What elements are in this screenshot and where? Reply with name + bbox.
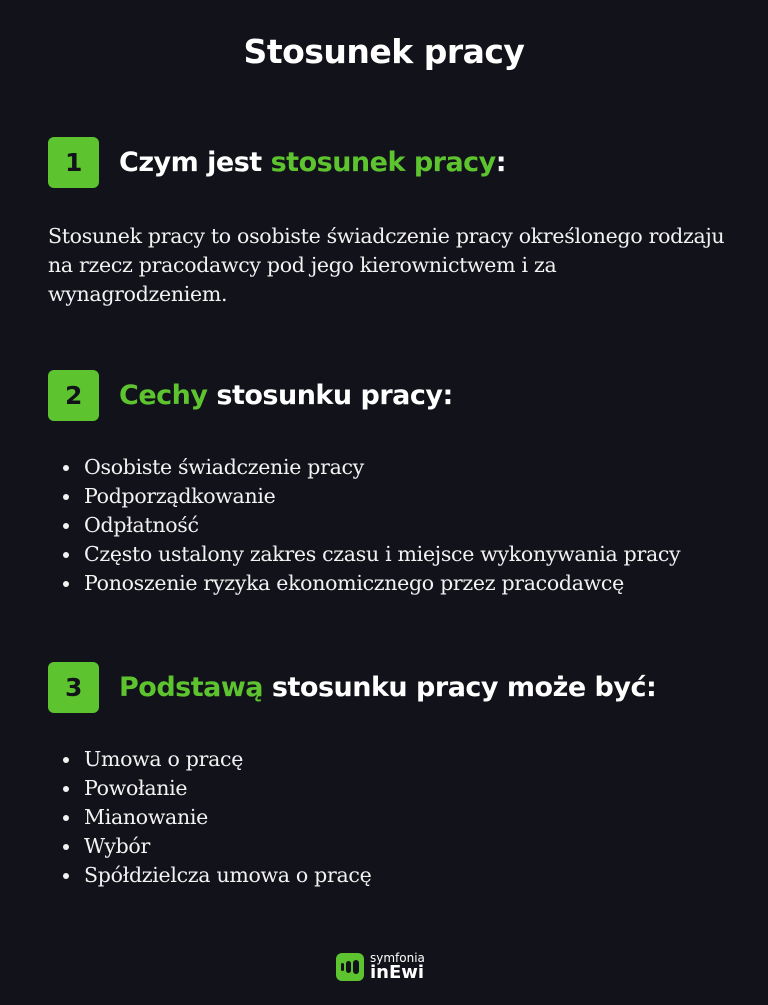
section-1-heading [48, 137, 506, 188]
list-item: • Podporządkowanie [82, 482, 680, 511]
symfonia-logo-icon [336, 953, 364, 981]
heading-highlight: stosunek pracy [270, 147, 496, 178]
heading-text: stosunku pracy może być: [263, 672, 657, 703]
basis-list [58, 745, 371, 890]
list-item: • Często ustalony zakres czasu i miejsce wykonywania pracy [82, 540, 680, 569]
list-item: • Powołanie [82, 774, 371, 803]
list-item: • Ponoszenie ryzyka ekonomicznego przez pracodawcę [82, 569, 680, 598]
list-item: • Odpłatność [82, 511, 680, 540]
features-list [58, 453, 680, 598]
brand-logo [336, 952, 425, 982]
section-number-badge: 3 [48, 662, 99, 713]
page-title: Stosunek pracy [243, 32, 525, 71]
heading-highlight: Cechy [119, 380, 208, 411]
section-2-heading [48, 370, 453, 421]
heading-highlight: Podstawą [119, 672, 264, 703]
list-item: • Spółdzielcza umowa o pracę [82, 861, 371, 890]
definition-paragraph: Stosunek pracy to osobiste świadczenie pracy określonego rodzaju na rzecz pracodawcy pod jego kierownictwem i za wynagrodzeniem. [48, 224, 725, 306]
list-item: • Mianowanie [82, 803, 371, 832]
list-item: • Umowa o pracę [82, 745, 371, 774]
heading-text: stosunku pracy: [207, 380, 453, 411]
logo-text-bottom: inEwi [370, 962, 425, 983]
section-number-badge: 1 [48, 137, 99, 188]
list-item: • Wybór [82, 832, 371, 861]
section-number-badge: 2 [48, 370, 99, 421]
heading-text: Czym jest [119, 147, 271, 178]
heading-text: : [495, 147, 507, 178]
logo-text-top: symfonia [370, 951, 425, 965]
list-item: • Osobiste świadczenie pracy [82, 453, 680, 482]
section-3-heading [48, 662, 656, 713]
